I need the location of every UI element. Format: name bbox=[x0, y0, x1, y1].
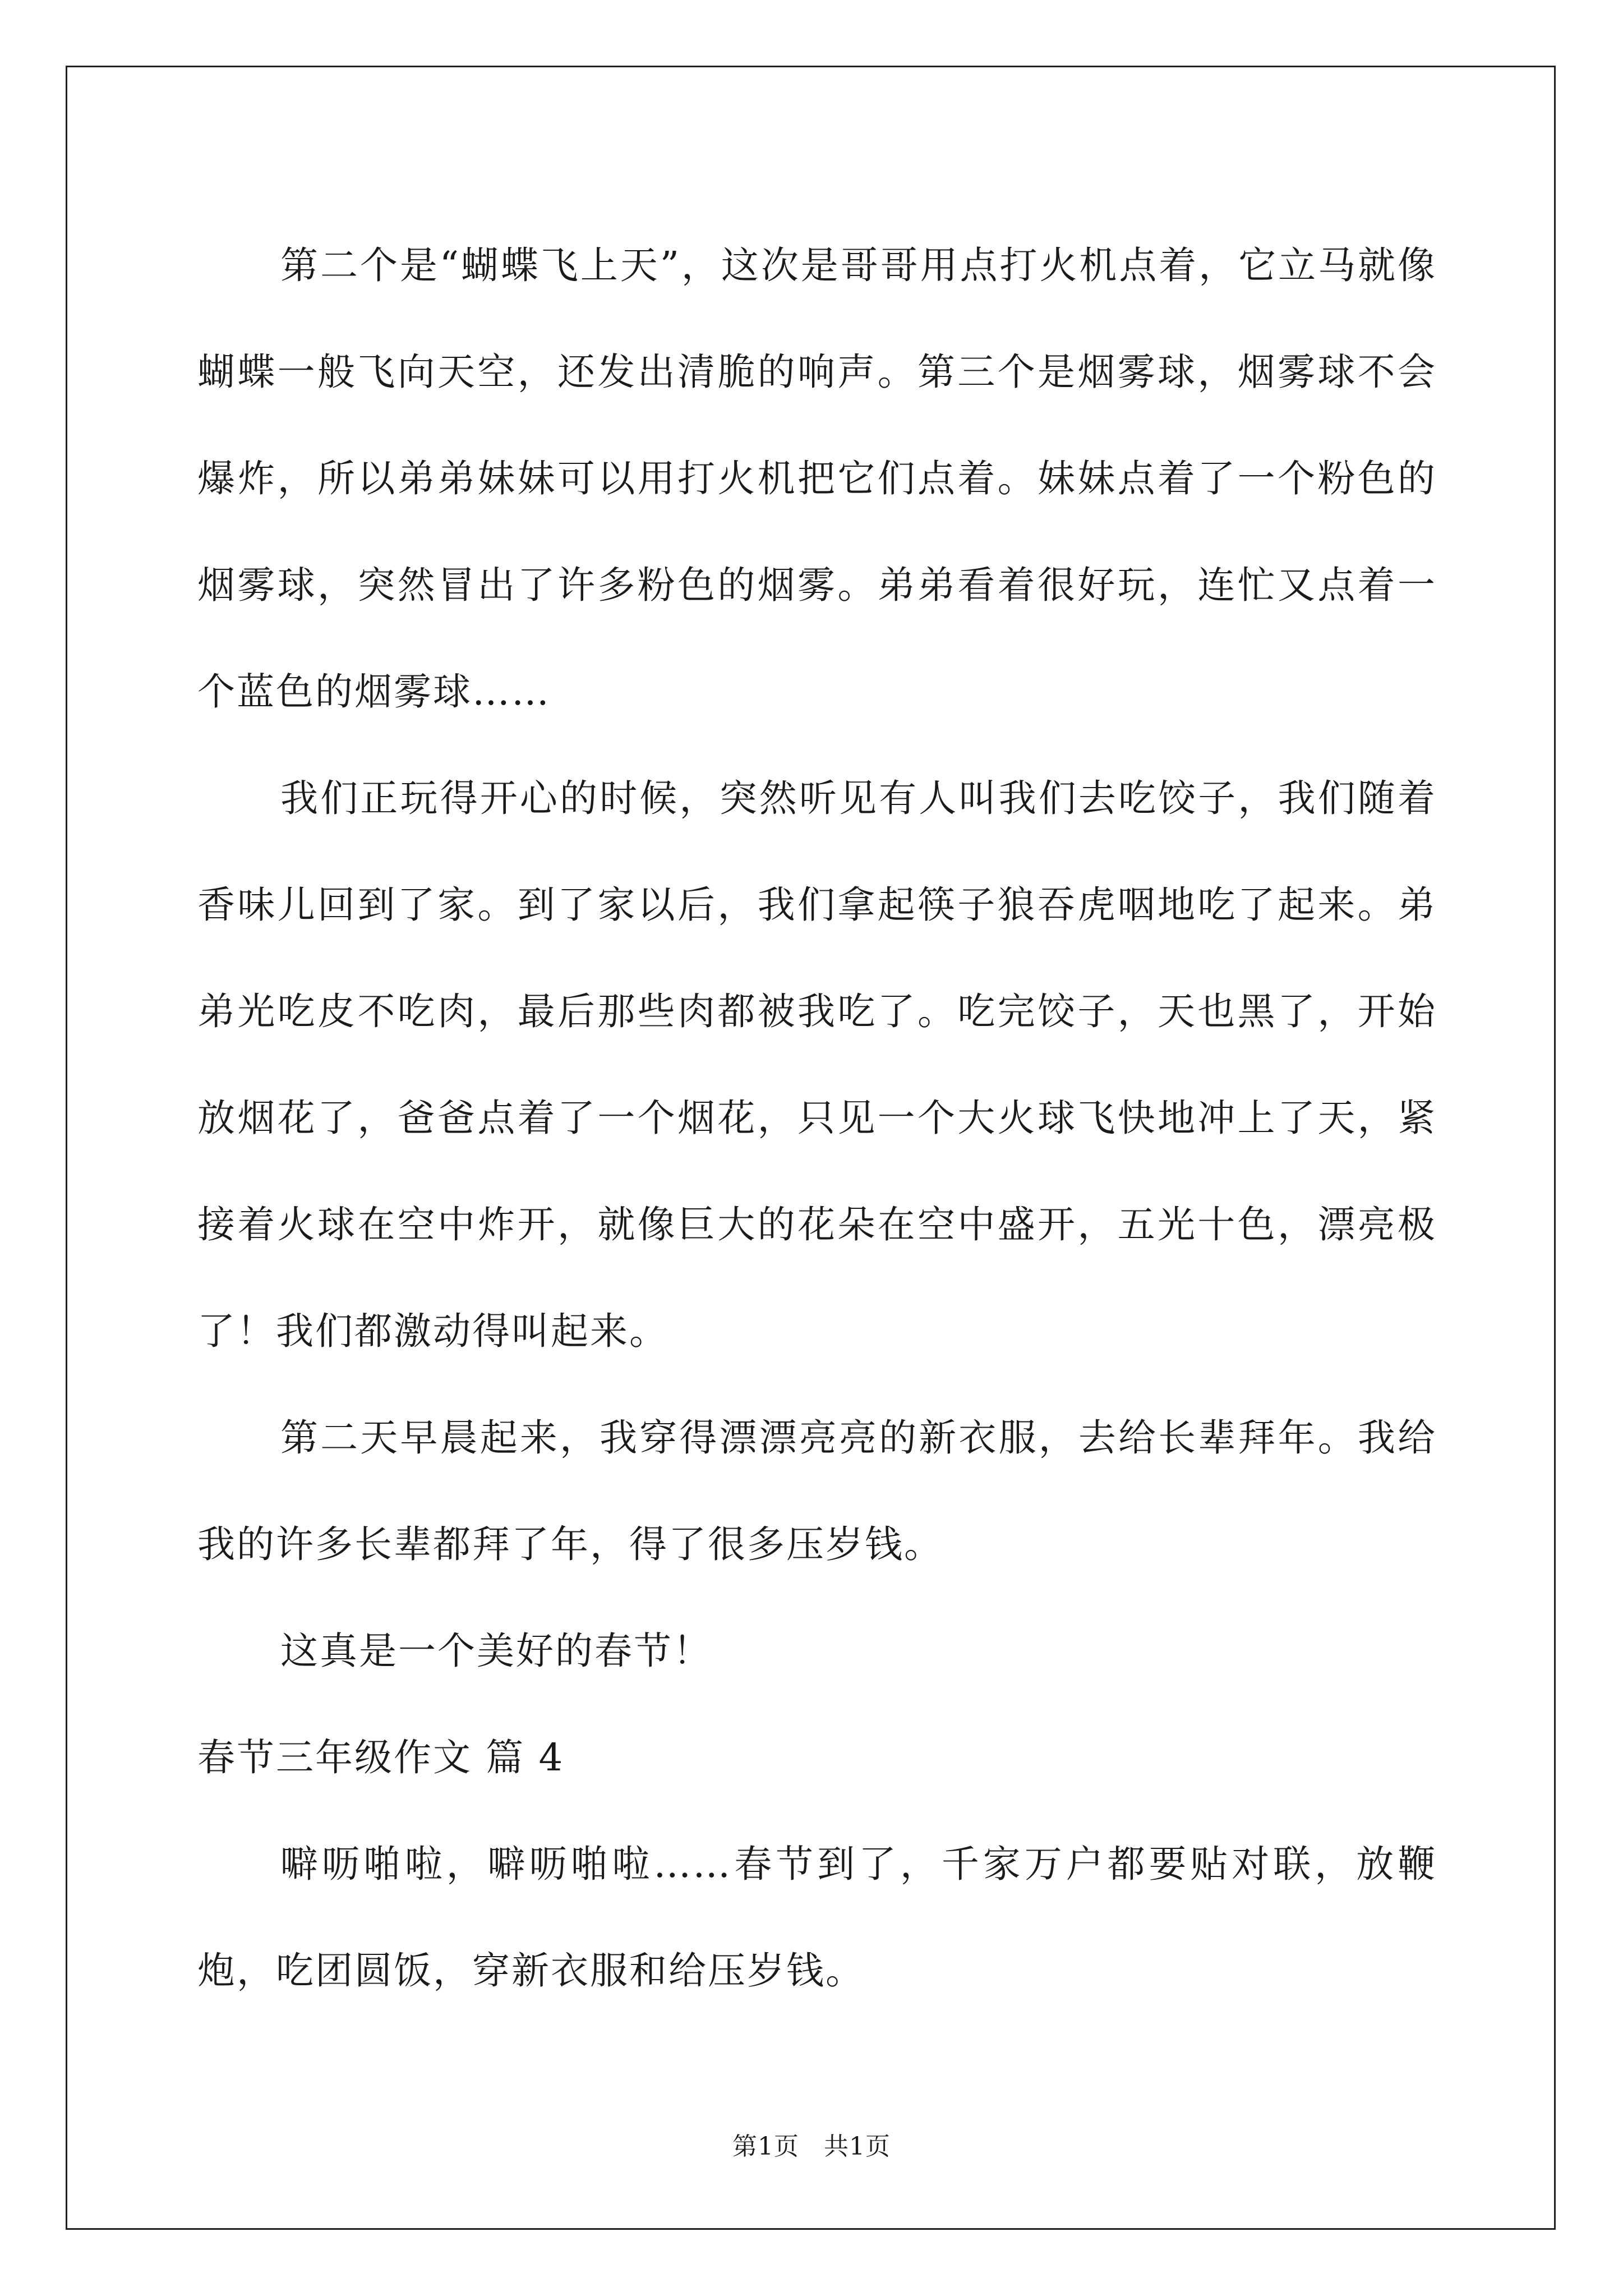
paragraph: 我们正玩得开心的时候，突然听见有人叫我们去吃饺子，我们随着香味儿回到了家。到了家以后，我们拿起筷子狼吞虎咽地吃了起来。弟弟光吃皮不吃肉，最后那些肉都被我吃了。吃完饺子，天也黑了，开始放烟花了，爸爸点着了一个烟花，只见一个大火球飞快地冲上了天，紧接着火球在空中炸开，就像巨大的花朵在空中盛开，五光十色，漂亮极了！我们都激动得叫起来。 bbox=[197, 776, 1437, 1353]
page-total: 共1页 bbox=[824, 2132, 891, 2161]
paragraph: 这真是一个美好的春节！ bbox=[280, 1629, 712, 1673]
page-number: 第1页 bbox=[732, 2132, 799, 2161]
document-body bbox=[197, 212, 1437, 2024]
section-heading: 春节三年级作文 篇 4 bbox=[197, 1736, 565, 1779]
page-footer bbox=[0, 2126, 1623, 2162]
paragraph: 第二天早晨起来，我穿得漂漂亮亮的新衣服，去给长辈拜年。我给我的许多长辈都拜了年，得了很多压岁钱。 bbox=[197, 1416, 1437, 1566]
paragraph: 第二个是“蝴蝶飞上天”，这次是哥哥用点打火机点着，它立马就像蝴蝶一般飞向天空，还发出清脆的响声。第三个是烟雾球，烟雾球不会爆炸，所以弟弟妹妹可以用打火机把它们点着。妹妹点着了一个粉色的烟雾球，突然冒出了许多粉色的烟雾。弟弟看着很好玩，连忙又点着一个蓝色的烟雾球…… bbox=[197, 243, 1437, 714]
paragraph: 噼呖啪啦，噼呖啪啦……春节到了，千家万户都要贴对联，放鞭炮，吃团圆饭，穿新衣服和给压岁钱。 bbox=[197, 1842, 1437, 1993]
